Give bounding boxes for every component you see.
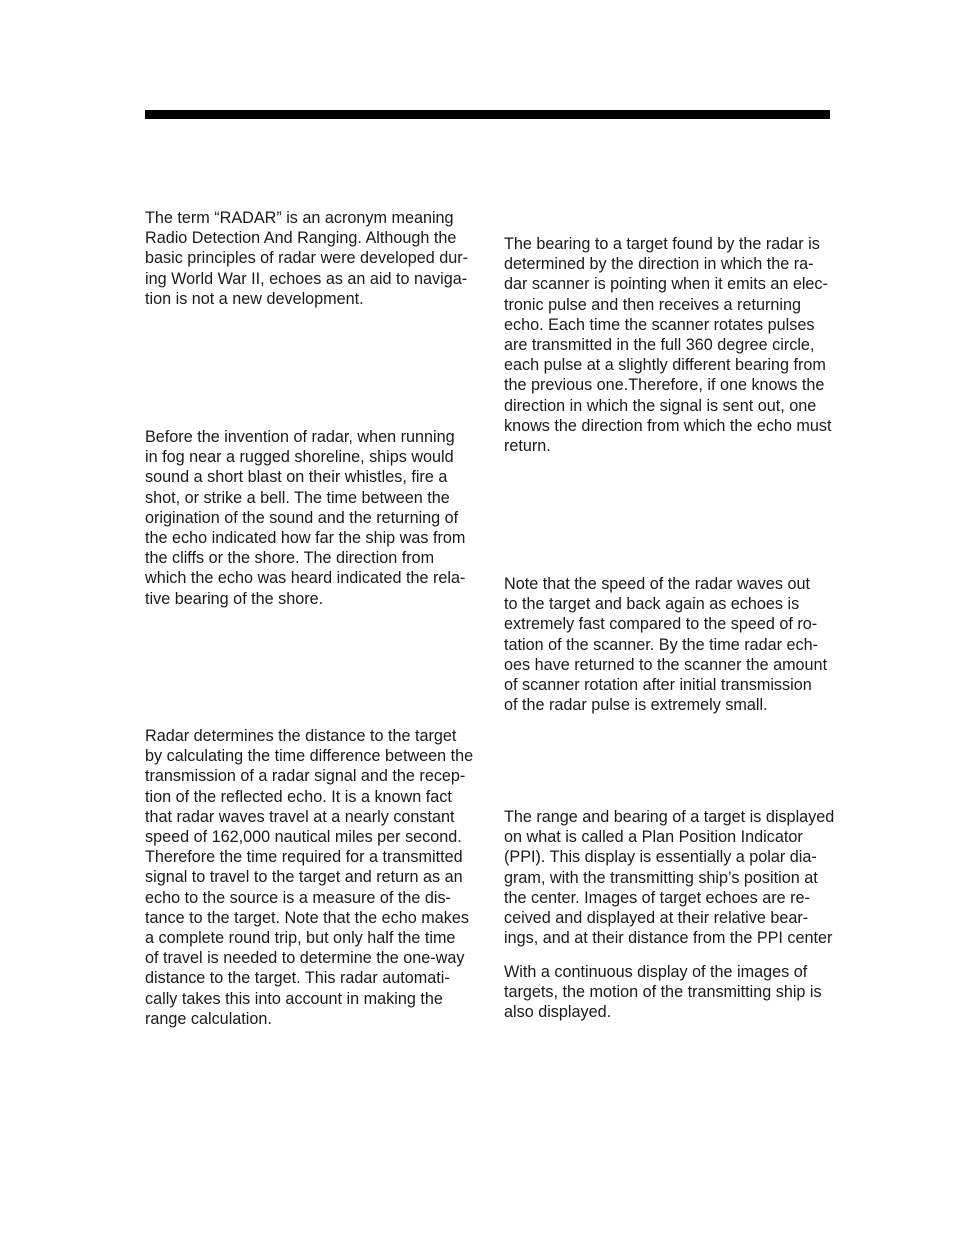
text-line: echo to the source is a measure of the dis- — [145, 888, 451, 907]
paragraph-bearing — [504, 234, 849, 456]
text-line: Radio Detection And Ranging. Although the — [145, 229, 457, 248]
text-line: distance to the target. This radar automati- — [145, 969, 450, 988]
text-line: the echo indicated how far the ship was from — [145, 529, 466, 548]
text-line: return. — [504, 437, 551, 456]
text-line: The term “RADAR” is an acronym meaning — [145, 209, 454, 227]
text-line: (PPI). This display is essentially a polar dia- — [504, 848, 817, 867]
text-line: Before the invention of radar, when running — [145, 428, 455, 446]
text-line: extremely fast compared to the speed of ro- — [504, 615, 818, 634]
text-line: to the target and back again as echoes is — [504, 595, 800, 614]
top-rule — [145, 110, 830, 119]
text-line: ings, and at their distance from the PPI center — [504, 929, 833, 948]
paragraph-distance — [145, 726, 490, 1029]
text-line: on what is called a Plan Position Indicator — [504, 828, 803, 847]
text-line: the center. Images of target echoes are re- — [504, 888, 810, 907]
text-line: each pulse at a slightly different bearing from — [504, 356, 826, 375]
paragraph-radar-acronym — [145, 208, 490, 309]
text-line: tion is not a new development. — [145, 289, 364, 308]
paragraph-speed — [504, 574, 849, 715]
text-line: the cliffs or the shore. The direction from — [145, 549, 435, 568]
text-line: tion of the reflected echo. It is a known fact — [145, 787, 452, 806]
text-line: Radar determines the distance to the target — [145, 727, 457, 745]
text-line: of the radar pulse is extremely small. — [504, 696, 768, 715]
text-line: a complete round trip, but only half the time — [145, 929, 456, 948]
paragraph-ppi — [504, 807, 849, 948]
paragraph-before-radar — [145, 427, 490, 609]
text-line: of scanner rotation after initial transmission — [504, 676, 812, 695]
text-line: transmission of a radar signal and the recep- — [145, 767, 466, 786]
text-line: echo. Each time the scanner rotates pulses — [504, 315, 815, 334]
text-line: in fog near a rugged shoreline, ships would — [145, 448, 454, 467]
text-line: gram, with the transmitting ship’s position at — [504, 868, 818, 887]
text-line: ing World War II, echoes as an aid to naviga- — [145, 269, 468, 288]
text-line: tronic pulse and then receives a returning — [504, 295, 801, 314]
text-line: by calculating the time difference between the — [145, 747, 474, 766]
text-line: also displayed. — [504, 1003, 612, 1022]
text-line: targets, the motion of the transmitting ship is — [504, 983, 822, 1002]
text-line: With a continuous display of the images of — [504, 963, 808, 981]
text-line: the previous one.Therefore, if one knows the — [504, 376, 825, 395]
text-line: direction in which the signal is sent out, one — [504, 396, 817, 415]
text-line: tation of the scanner. By the time radar ech- — [504, 635, 819, 654]
text-line: that radar waves travel at a nearly constant — [145, 807, 455, 826]
text-line: speed of 162,000 nautical miles per second. — [145, 828, 462, 847]
text-line: tance to the target. Note that the echo makes — [145, 908, 469, 927]
text-line: range calculation. — [145, 1009, 272, 1028]
text-line: Note that the speed of the radar waves out — [504, 575, 810, 593]
text-line: signal to travel to the target and return as an — [145, 868, 463, 887]
text-line: cally takes this into account in making the — [145, 989, 443, 1008]
text-line: oes have returned to the scanner the amount — [504, 655, 828, 674]
text-line: of travel is needed to determine the one-way — [145, 949, 465, 968]
text-line: shot, or strike a bell. The time between the — [145, 488, 450, 507]
text-line: sound a short blast on their whistles, fire a — [145, 468, 448, 487]
text-line: origination of the sound and the returning of — [145, 508, 459, 527]
paragraph-continuous-display — [504, 962, 849, 1023]
text-line: Therefore the time required for a transmitted — [145, 848, 463, 867]
text-line: dar scanner is pointing when it emits an elec- — [504, 275, 828, 294]
text-line: The range and bearing of a target is displayed — [504, 808, 835, 826]
text-line: The bearing to a target found by the radar is — [504, 235, 820, 253]
text-line: basic principles of radar were developed dur- — [145, 249, 469, 268]
text-line: which the echo was heard indicated the rela- — [145, 569, 466, 588]
text-line: are transmitted in the full 360 degree circle, — [504, 336, 815, 355]
text-line: knows the direction from which the echo must — [504, 416, 832, 435]
text-line: tive bearing of the shore. — [145, 589, 324, 608]
text-line: determined by the direction in which the ra- — [504, 255, 814, 274]
text-line: ceived and displayed at their relative bear- — [504, 909, 809, 928]
